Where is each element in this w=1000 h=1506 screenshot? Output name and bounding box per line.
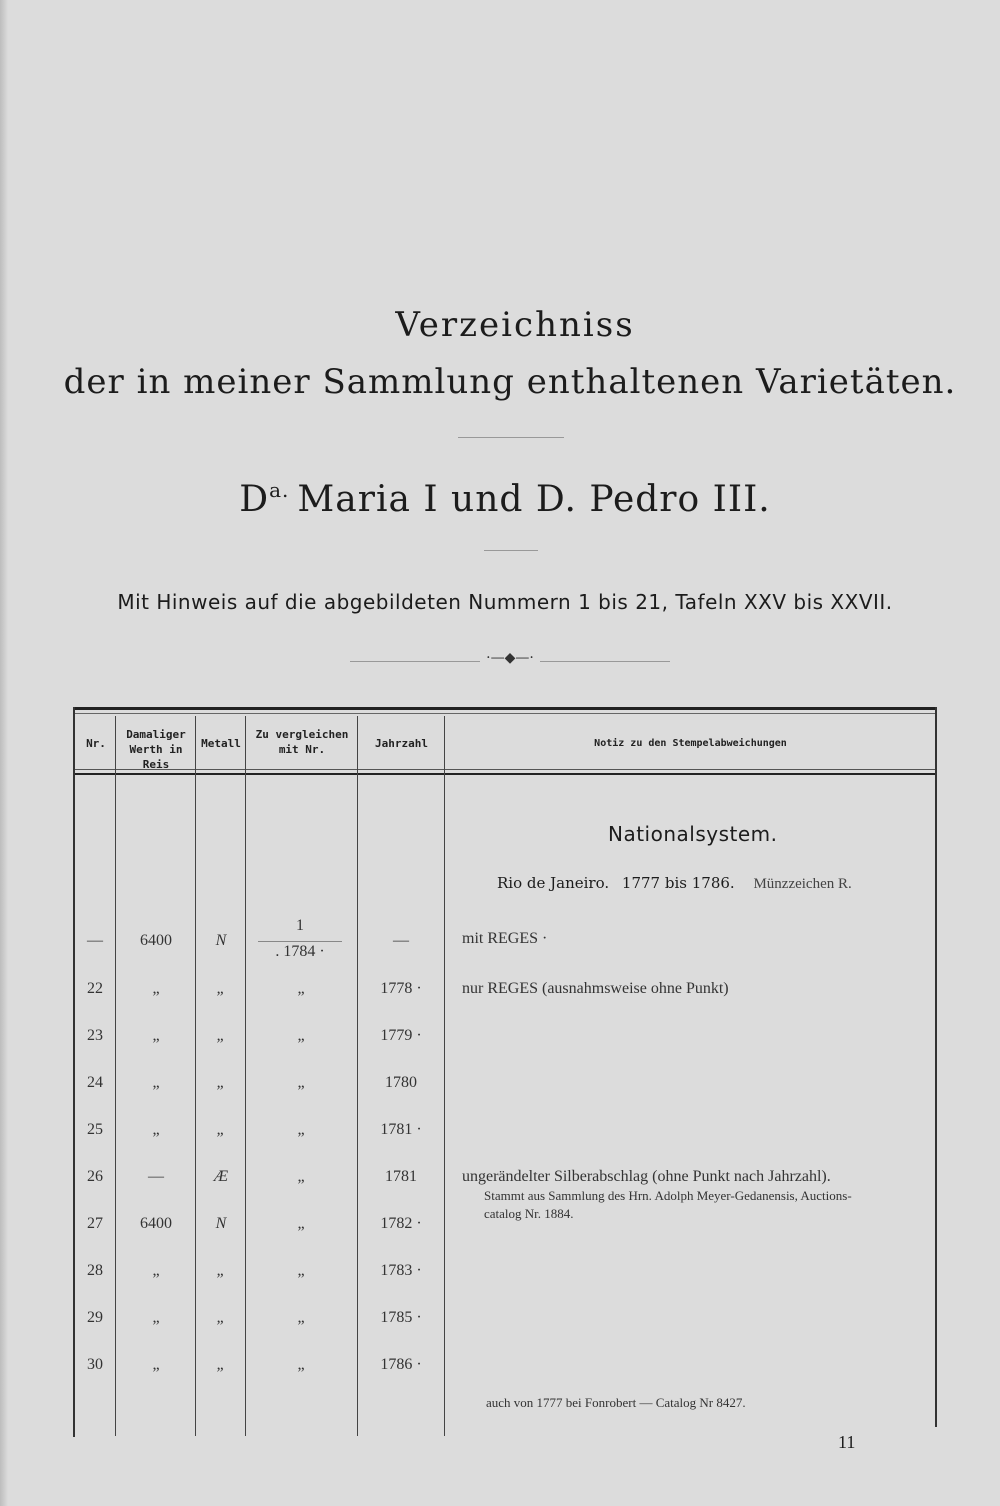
- cell-nr: 27: [87, 1215, 103, 1232]
- cell-nr: 22: [87, 980, 103, 997]
- header-vergleich: Zu vergleichen mit Nr.: [255, 728, 349, 756]
- cell-wert: —: [148, 1168, 164, 1185]
- table-right-border: [935, 707, 937, 1427]
- header-jahrzahl: Jahrzahl: [375, 737, 428, 750]
- header-wert: Damaliger Werth in Reis: [126, 728, 186, 771]
- cell-wert: 6400: [140, 932, 172, 949]
- col-divider: [444, 716, 445, 1436]
- fraction-line: [258, 941, 342, 942]
- cell-nr: —: [87, 932, 103, 949]
- cell-vergleich: „: [297, 1168, 305, 1185]
- page-title: Verzeichniss: [395, 305, 635, 345]
- ruler-sup: a.: [269, 478, 290, 502]
- cell-jahr: 1782 ·: [380, 1215, 422, 1232]
- cell-vergleich: „: [297, 1309, 305, 1326]
- divider: [458, 437, 564, 438]
- cell-metall: N: [215, 1215, 227, 1232]
- cell-nr: 30: [87, 1356, 103, 1373]
- cell-nr: 24: [87, 1074, 103, 1091]
- cell-nr: 28: [87, 1262, 103, 1279]
- cell-metall: „: [216, 1356, 226, 1373]
- cell-metall: „: [216, 1309, 226, 1326]
- page-number: 11: [838, 1432, 856, 1452]
- col-divider: [115, 716, 116, 1436]
- cell-metall: „: [216, 1262, 226, 1279]
- cell-vergleich: „: [297, 1262, 305, 1279]
- cell-nr: 23: [87, 1027, 103, 1044]
- table-header-bottom: [73, 769, 937, 770]
- page-edge: [0, 0, 8, 1506]
- cell-nr: 26: [87, 1168, 103, 1185]
- ornament-icon: ·—◆—·: [486, 650, 534, 666]
- table-top-border: [73, 707, 937, 710]
- cell-vergleich: „: [297, 1215, 305, 1232]
- table-header-bottom-2: [73, 773, 937, 775]
- cell-vergleich-den: . 1784 ·: [275, 943, 325, 960]
- cell-metall: N: [215, 932, 227, 949]
- note-provenance: Stammt aus Sammlung des Hrn. Adolph Meyer-Gedanensis, Auctions- catalog Nr. 1884.: [484, 1188, 852, 1221]
- cell-vergleich: „: [297, 980, 305, 997]
- page-subtitle: der in meiner Sammlung enthaltenen Varietäten.: [63, 362, 957, 402]
- cell-nr: 25: [87, 1121, 103, 1138]
- ruler-rest: Maria I und D. Pedro III.: [297, 479, 771, 520]
- cell-note: mit REGES ·: [462, 930, 548, 947]
- region-name: Rio de Janeiro.: [497, 874, 610, 892]
- plates-reference: Mit Hinweis auf die abgebildeten Nummern 1 bis 21, Tafeln XXV bis XXVII.: [117, 590, 893, 614]
- cell-vergleich-num: 1: [296, 917, 304, 934]
- cell-jahr: 1783 ·: [380, 1262, 422, 1279]
- cell-wert: 6400: [140, 1215, 172, 1232]
- cell-note: ungerändelter Silberabschlag (ohne Punkt nach Jahrzahl).: [462, 1168, 831, 1185]
- cell-vergleich: „: [297, 1074, 305, 1091]
- cell-wert: „: [152, 1027, 160, 1044]
- cell-wert: „: [152, 1309, 160, 1326]
- cell-jahr: 1781: [385, 1168, 417, 1185]
- cell-wert: „: [152, 1262, 160, 1279]
- divider: [484, 550, 538, 551]
- header-nr: Nr.: [86, 737, 106, 750]
- section-title: Nationalsystem.: [608, 822, 778, 846]
- cell-nr: 29: [87, 1309, 103, 1326]
- col-divider: [195, 716, 196, 1436]
- ruler-title: [0, 478, 1000, 520]
- cell-jahr: 1785 ·: [380, 1309, 422, 1326]
- cell-vergleich: „: [297, 1356, 305, 1373]
- cell-wert: „: [152, 980, 160, 997]
- divider-right: [540, 661, 670, 662]
- cell-jahr: 1778 ·: [380, 980, 422, 997]
- cell-metall: „: [216, 980, 226, 997]
- note-fonrobert: auch von 1777 bei Fonrobert — Catalog Nr 8427.: [486, 1395, 746, 1410]
- header-metall: Metall: [201, 737, 241, 750]
- region-mint: Münzzeichen R.: [753, 876, 852, 892]
- cell-jahr: —: [393, 932, 409, 949]
- cell-jahr: 1781 ·: [380, 1121, 422, 1138]
- table-top-border-inner: [73, 713, 937, 714]
- cell-metall: „: [216, 1121, 226, 1138]
- header-notiz: Notiz zu den Stempelabweichungen: [594, 738, 787, 749]
- cell-metall: „: [216, 1074, 226, 1091]
- cell-wert: „: [152, 1356, 160, 1373]
- divider-left: [350, 661, 480, 662]
- cell-wert: „: [152, 1121, 160, 1138]
- cell-note: nur REGES (ausnahmsweise ohne Punkt): [462, 980, 729, 997]
- ruler-prefix: D: [239, 479, 270, 520]
- cell-wert: „: [152, 1074, 160, 1091]
- cell-jahr: 1786 ·: [380, 1356, 422, 1373]
- table-left-border: [73, 707, 75, 1437]
- cell-jahr: 1780: [385, 1074, 417, 1091]
- cell-metall: „: [216, 1027, 226, 1044]
- cell-metall: Æ: [213, 1168, 229, 1185]
- cell-vergleich: „: [297, 1027, 305, 1044]
- cell-vergleich: „: [297, 1121, 305, 1138]
- region-line: [497, 874, 852, 893]
- cell-jahr: 1779 ·: [380, 1027, 422, 1044]
- region-years: 1777 bis 1786.: [621, 874, 735, 892]
